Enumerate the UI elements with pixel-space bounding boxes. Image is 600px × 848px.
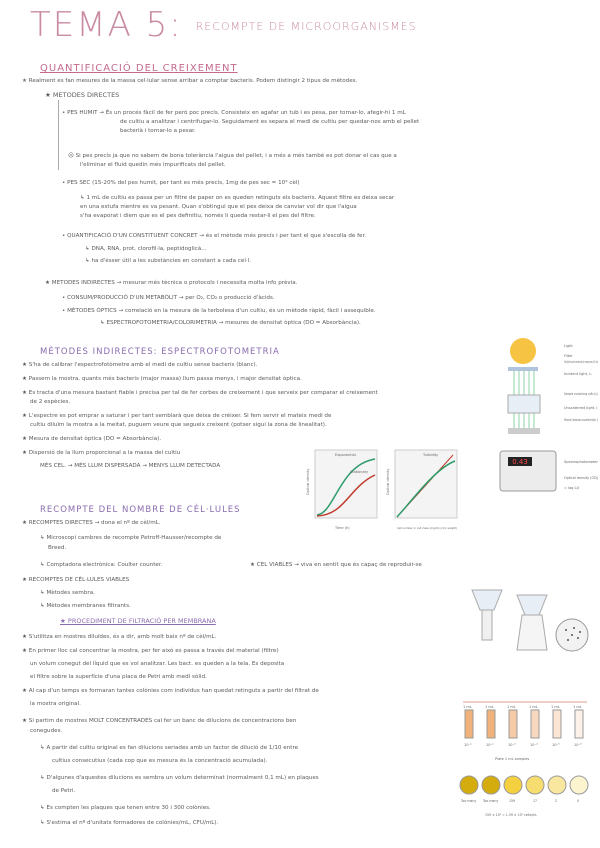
count-4: 17 (533, 799, 538, 803)
plate-3 (504, 776, 522, 794)
tube-label-3: 1 mL (507, 705, 516, 709)
text-line: cultius consecutius (cada cop que es mesura és la concentració acumulada). (52, 758, 268, 764)
label-light: Light (564, 344, 573, 348)
section-heading-espectrofotometria: MÈTODES INDIRECTES: ESPECTROFOTOMETRIA (40, 347, 280, 357)
text-line: ↳ ESPECTROFOTOMETRIA/COLORIMETRIA → mesures de densitat òptica (DO = Absorbància). (100, 320, 361, 326)
label-od-formula: = log I₀/I (564, 486, 580, 490)
tube-3 (509, 710, 517, 738)
section-heading-quantificacio: QUANTIFICACIÓ DEL CREIXEMENT (40, 63, 238, 74)
text-line: de 2 espècies. (30, 399, 71, 405)
text-line: de Petri. (52, 788, 76, 794)
filtration-figure (462, 580, 592, 670)
factor-2: 10⁻² (486, 743, 494, 747)
text-line: ★ Es tracta d'una mesura bastant fiable i precisa per tal de fer corbes de creixement i que serveix per comparar el creixement (22, 390, 378, 396)
label-spectrophotometer: Spectrophotometer (564, 460, 598, 464)
plates (460, 776, 588, 794)
text-line: • PES HUMIT → És un procés fàcil de fer però poc precís. Consisteix en agafar un tub i es pesa, per tornar-lo, afegir-hi 1 mL (62, 110, 406, 116)
text-line: ↳ 1 mL de cultiu es passa per un filtre de paper on es queden retinguts els bacteris. Aquest filtre es deixa secar (80, 195, 395, 201)
factor-6: 10⁻⁶ (574, 743, 582, 747)
factor-5: 10⁻⁵ (552, 743, 560, 747)
plate-2 (482, 776, 500, 794)
text-line: • PES SEC (15-20% del pes humit, per tant es més precís, 1mg de pes sec = 10⁹ cèl) (62, 180, 300, 186)
plate-6 (570, 776, 588, 794)
chart-right-xlabel: Cell number or cell mass (mg/mL) (dry weight) (397, 526, 457, 530)
section-heading-recompte: RECOMPTE DEL NOMBRE DE CÈL·LULES (40, 505, 241, 515)
text-line: ★ Mesura de densitat òptica (DO = Absorbància). (22, 436, 162, 442)
text-line: ↳ S'estima el nº d'unitats formadores de colònies/mL, CFU/mL). (40, 820, 219, 826)
bracket-line (58, 100, 59, 170)
photocell (508, 428, 540, 434)
chart-right-title: Turbidity (423, 453, 439, 457)
text-line: ↳ Microscopi cambres de recompte Petroff-Hausser/recompte de (40, 535, 222, 541)
text-line: ↳ Mètodes sembra. (40, 590, 95, 596)
text-line: ↳ Mètodes membranes filtrants. (40, 603, 131, 609)
tubes (465, 710, 583, 738)
subheading-directes: ★ METODES DIRECTES (45, 91, 120, 99)
title-main: TEMA 5: (30, 5, 183, 45)
funnel-1 (472, 590, 502, 610)
tube-label-1: 1 mL (463, 705, 472, 709)
tube-5 (553, 710, 561, 738)
text-line: ★ RECOMPTES DIRECTES → dona el nº de cèl/mL. (22, 520, 161, 526)
text-line: ★ RECOMPTES DE CÈL·LULES VIABLES (22, 577, 130, 583)
chart-left-ylabel: Optical density (306, 468, 310, 495)
tube-1 (465, 710, 473, 738)
text-line: ★ Si partim de mostres MOLT CONCENTRADES cal fer un banc de dilucions de concentracions ben (22, 718, 297, 724)
page-title (30, 5, 417, 45)
label-photocell: Photocell (measures unscattered light, I) (564, 418, 598, 422)
text-line: ☹ Si pes precís ja que no sabem de bona tolerància l'aigua del pellet, i a més a més també es pot donar el cas que a (68, 153, 397, 159)
text-line: s'ha evaporat i diem que es el pes definitiu, només li queda restar-li el pes del filtre. (80, 213, 316, 219)
tube-label-4: 1 mL (529, 705, 538, 709)
dilution-note: 159 × 10³ = 1.59 × 10⁵ cells/mL (485, 813, 538, 817)
dilution-figure (455, 690, 595, 840)
label-filter-spec: Filter/light of specific wavelength (for example green, 540 nm) (564, 360, 598, 364)
label-unscattered: Unscattered light, I (564, 406, 598, 410)
text-line: ★ S'utilitza en mostres diluïdes, és a dir, amb molt baix nº de cèl/mL. (22, 634, 217, 640)
text-line: en una estufa mentre es va pesant. Quan s'obtingui que el pes deixa de canviar vol dir que l'aigua (80, 204, 357, 210)
text-line: conegudes. (30, 728, 63, 734)
count-3: 159 (509, 799, 516, 803)
text-line: la mostra original. (30, 701, 81, 707)
tube-4 (531, 710, 539, 738)
text-line: ★ Dispersió de la llum proporcional a la massa del cultiu (22, 450, 181, 456)
count-2: Too many (483, 799, 499, 803)
chart-left-xlabel: Time (h) (335, 526, 350, 530)
text-line: el filtre sobre la superfície d'una placa de Petri amb medi sòlid. (30, 674, 207, 680)
tube-6 (575, 710, 583, 738)
text-line: ★ L'espectre es pot emprar a saturar i per tant semblarà que deixa de créixer. Si fem servir el mateix medi de (22, 413, 332, 419)
text-line: ↳ DNA, RNA, prot, clorofil·la, peptidoglicà... (85, 246, 207, 252)
text-line: ★ S'ha de calibrar l'espectrofotòmetre amb el medi de cultiu sense bacteris (blanc). (22, 362, 258, 368)
text-line: Breed. (48, 545, 67, 551)
growth-charts (305, 445, 465, 540)
label-od: Optical density (OD) (564, 476, 598, 480)
text-line: ★ Al cap d'un temps es formaran tantes colònies com individus han quedat retinguts a partir del filtrat de (22, 688, 319, 694)
text-line: bacterià i tornar-lo a pesar. (120, 128, 196, 134)
text-line: cultiu diluïm la mostra a la meitat, puguem veure que segueix creixent (potser sigui la zona de linealitat). (30, 422, 327, 428)
tube-label-6: 1 mL (573, 705, 582, 709)
chart-left-legend-exp: Exponential (335, 453, 356, 457)
chart-left-legend-stat: Stationary (350, 470, 369, 474)
plate-5 (548, 776, 566, 794)
tube-label-2: 1 mL (485, 705, 494, 709)
factor-4: 10⁻⁴ (530, 743, 538, 747)
text-line: ↳ A partir del cultiu original es fan dilucions seriades amb un factor de dilució de 1/10 entre (40, 745, 299, 751)
text-line: ★ Passem la mostra, quants més bacteris (major massa) llum passa menys, i major densitat òptica. (22, 376, 302, 382)
text-line: ★ En primer lloc cal concentrar la mostra, per fer això es passa a través del material (filtre) (22, 648, 279, 654)
text-line: ↳ Es compten les plaques que tenen entre 30 i 300 colònies. (40, 805, 211, 811)
text-line: ★ CEL VIABLES → viva en sentit que és capaç de reproduir-se (250, 562, 422, 568)
text-line: un volum conegut del líquid que es vol analitzar. Les bact. es queden a la tela. Es deposita (30, 661, 285, 667)
tube-2 (487, 710, 495, 738)
funnel-2 (517, 595, 547, 615)
text-line: ★ METODES INDIRECTES → mesurar més tècnica o protocols i necessita molta info prèvia. (45, 280, 298, 286)
title-subtitle: RECOMPTE DE MICROORGANISMES (195, 20, 417, 33)
light-bulb (510, 338, 536, 364)
text-line: MÉS CEL. → MÉS LLUM DISPERSADA → MENYS LLUM DETECTADA (40, 463, 221, 469)
filter-bar (508, 367, 538, 371)
text-line: • CONSUM/PRODUCCIÓ D'UN METABÒLIT → per O₂, CO₂ o producció d'àcids. (62, 295, 275, 301)
text-line: • QUANTIFICACIÓ D'UN CONSTITUENT CONCRET → és el mètode més precís i per tant el que s'escolla de fer. (62, 233, 367, 239)
text-line: ↳ Comptadora electrònica: Coulter counter. (40, 562, 163, 568)
flask-2 (517, 615, 547, 650)
text-line: l'eliminar el fluid quedin més impurificats del pellet. (80, 162, 226, 168)
count-6: 0 (577, 799, 580, 803)
count-5: 2 (555, 799, 558, 803)
plate-1 (460, 776, 478, 794)
text-line: ★ Realment es fan mesures de la massa cel·lular sense arribar a comptar bacteris. Podem distingir 2 tipus de mètodes. (22, 78, 358, 84)
chart-right-ylabel: Optical density (386, 468, 390, 495)
sample-cuvette (508, 395, 540, 413)
spectrophotometer-figure (478, 333, 598, 508)
label-filter: Filter (564, 354, 573, 358)
text-line: ↳ ha d'ésser útil a les substàncies en constant a cada cel·l. (85, 258, 251, 264)
flask-neck-1 (482, 610, 492, 640)
text-line: de cultiu a analitzar i centrifugar-lo. Seguidament es separa el medi de cultiu per quedar-nos amb el pellet (120, 119, 420, 125)
tube-label-5: 1 mL (551, 705, 560, 709)
factor-3: 10⁻³ (508, 743, 516, 747)
plates-label: Plate 1 mL samples (495, 757, 530, 761)
count-1: Too many (461, 799, 477, 803)
label-sample: Sample containing cells (I₀) (564, 392, 598, 396)
plate-4 (526, 776, 544, 794)
factor-1: 10⁻¹ (464, 743, 472, 747)
readout-value: 0.43 (512, 458, 528, 466)
text-line: ↳ D'algunes d'aquestes dilucions es sembra un volum determinat (normalment 0,1 mL) en plaques (40, 775, 319, 781)
subheading-filtracio: ★ PROCEDIMENT DE FILTRACIÓ PER MEMBRANA (60, 617, 216, 625)
text-line: • MÈTODES ÒPTICS → correlació en la mesura de la terbolesa d'un cultiu, és un mètode ràpid, fàcil i assequible. (62, 308, 376, 314)
label-incident: Incident light, I₀ (564, 372, 592, 376)
